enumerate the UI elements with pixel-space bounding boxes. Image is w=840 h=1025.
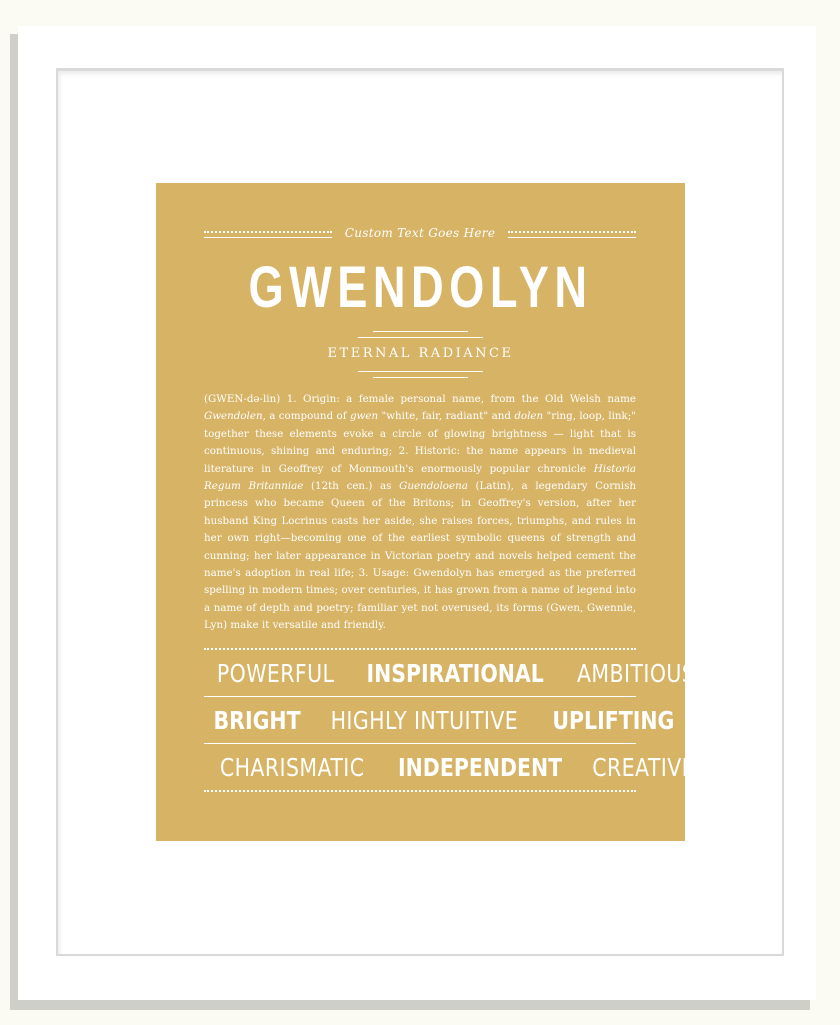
trait-word: INSPIRATIONAL (366, 659, 545, 688)
rule-lower-2 (373, 377, 468, 378)
name-print (156, 183, 695, 841)
rule-lower-1 (358, 371, 483, 372)
custom-text-row (204, 223, 636, 247)
trait-rule-2 (204, 743, 636, 744)
trait-word: INDEPENDENT (398, 753, 563, 782)
trait-rule-1 (204, 696, 636, 697)
dotted-divider-traits-top (204, 648, 636, 650)
trait-word: CHARISMATIC (219, 753, 365, 782)
name-meaning: ETERNAL RADIANCE (327, 346, 514, 361)
dotted-divider-right (508, 231, 636, 238)
trait-word: HIGHLY INTUITIVE (330, 706, 519, 735)
trait-word: POWERFUL (216, 659, 335, 688)
trait-row-1 (204, 656, 695, 692)
rule-upper-2 (358, 337, 483, 338)
dotted-divider-traits-bottom (204, 790, 636, 792)
name-definition: (GWEN-də-lin) 1. Origin: a female personal name, from the Old Welsh name Gwendolen, a compound of gwen "white, fair, radiant" and dolen "ring, loop, link;" together these elements evoke a circle of glowing brightness — light that is continuous, shining and enduring; 2. Historic: the name appears in medieval literature in Geoffrey of Monmouth's enormously popular chronicle Historia Regum Britanniae (12th cen.) as Guendoloena (Latin), a legendary Cornish princess who became Queen of the Britons; in Geoffrey's version, after her husband King Locrinus casts her aside, she raises forces, triumphs, and rules in her own right—becoming one of the earliest symbolic queens of strength and cunning; her later appearance in Victorian poetry and novels helped cement the name's adoption in real life; 3. Usage: Gwendolyn has emerged as the preferred spelling in modern times; over centuries, it has grown from a name of legend into a name of depth and poetry; familiar yet not overused, its forms (Gwen, Gwennie, Lyn) make it versatile and friendly. (204, 393, 636, 632)
trait-word: AMBITIOUS (576, 659, 695, 688)
dotted-divider-left (204, 231, 332, 238)
name-title: GWENDOLYN (248, 255, 593, 320)
trait-word: BRIGHT (213, 706, 301, 735)
trait-word: CREATIVE (591, 753, 695, 782)
custom-text: Custom Text Goes Here (344, 226, 496, 240)
trait-row-3 (204, 750, 695, 786)
rule-upper-1 (373, 331, 468, 332)
trait-word: UPLIFTING (552, 706, 675, 735)
trait-row-2 (204, 703, 675, 739)
